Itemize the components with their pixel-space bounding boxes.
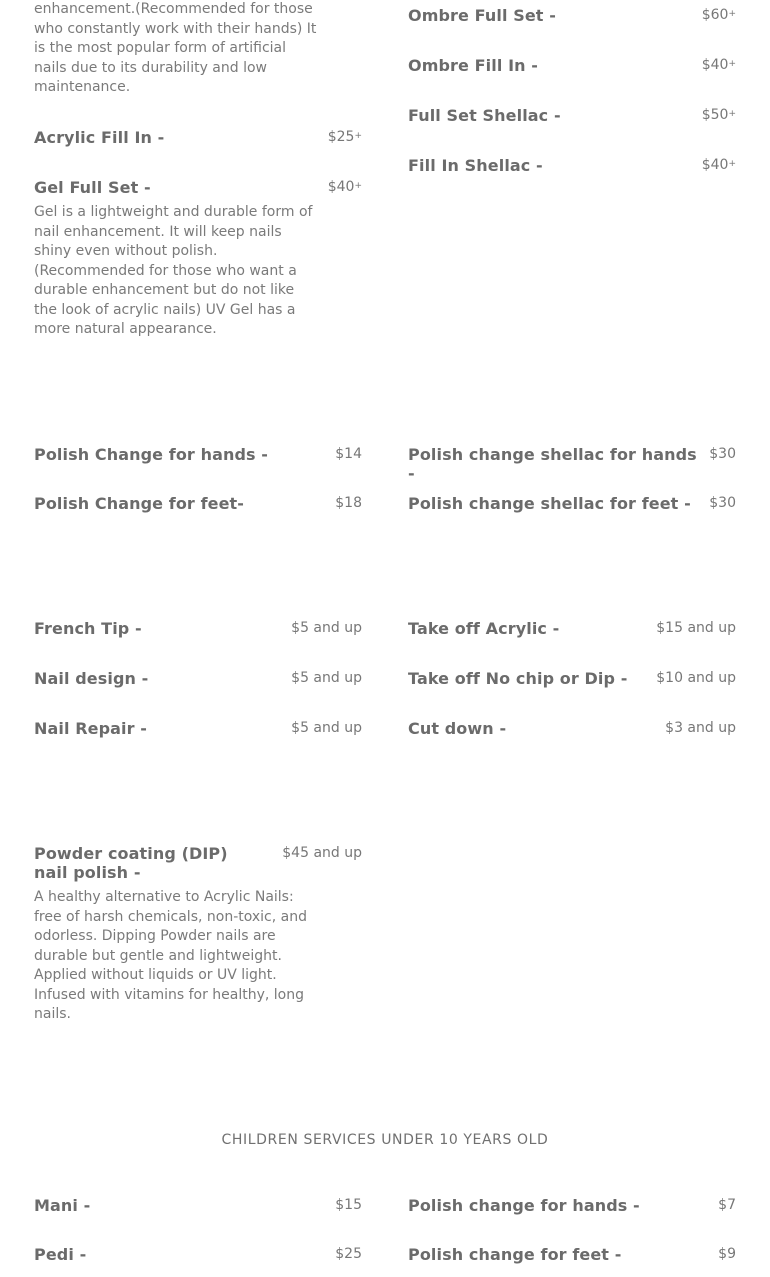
child-pedi-name: Pedi - bbox=[34, 1245, 87, 1264]
polish-change-shellac-hands-name: Polish change shellac for hands - bbox=[408, 445, 697, 483]
cut-down-price: $3 and up bbox=[665, 720, 736, 736]
polish-change-hands-price: $14 bbox=[335, 446, 362, 462]
polish-change-feet-price: $18 bbox=[335, 495, 362, 511]
powder-dip-name: Powder coating (DIP) nail polish - bbox=[34, 844, 228, 882]
children-section-title: CHILDREN SERVICES UNDER 10 YEARS OLD bbox=[221, 1132, 549, 1148]
child-polish-feet-name: Polish change for feet - bbox=[408, 1245, 622, 1264]
take-off-acrylic-price: $15 and up bbox=[656, 620, 736, 636]
powder-dip-price: $45 and up bbox=[282, 845, 362, 861]
powder-dip-item bbox=[34, 844, 362, 1025]
french-tip-item bbox=[34, 619, 362, 638]
take-off-acrylic-name: Take off Acrylic - bbox=[408, 619, 560, 638]
child-pedi-price: $25 bbox=[335, 1246, 362, 1262]
ombre-fill-in-price: $40+ bbox=[701, 57, 736, 73]
fill-in-shellac-item bbox=[408, 156, 736, 175]
polish-change-hands-item bbox=[34, 445, 362, 464]
child-polish-hands-item bbox=[408, 1196, 736, 1215]
polish-change-shellac-feet-item bbox=[408, 494, 736, 513]
ombre-full-set-price: $60+ bbox=[701, 7, 736, 23]
acrylic-fill-in-item bbox=[34, 128, 362, 147]
take-off-dip-item bbox=[408, 669, 736, 688]
child-mani-name: Mani - bbox=[34, 1196, 91, 1215]
powder-dip-description: A healthy alternative to Acrylic Nails: free of harsh chemicals, non-toxic, and odorless. Dipping Powder nails are durable but gentle and lightweight. Applied without liquids or UV light. Infused with vitamins for healthy, long nails. bbox=[34, 889, 307, 1022]
polish-change-feet-item bbox=[34, 494, 362, 513]
nail-repair-price: $5 and up bbox=[291, 720, 362, 736]
fill-in-shellac-name: Fill In Shellac - bbox=[408, 156, 543, 175]
cut-down-name: Cut down - bbox=[408, 719, 507, 738]
nail-design-item bbox=[34, 669, 362, 688]
gel-full-set-price: $40+ bbox=[327, 179, 362, 195]
child-polish-feet-item bbox=[408, 1245, 736, 1264]
full-set-shellac-price: $50+ bbox=[701, 107, 736, 123]
child-polish-hands-name: Polish change for hands - bbox=[408, 1196, 640, 1215]
polish-change-feet-name: Polish Change for feet- bbox=[34, 494, 245, 513]
polish-change-shellac-feet-price: $30 bbox=[709, 495, 736, 511]
ombre-fill-in-item bbox=[408, 56, 736, 75]
ombre-full-set-item bbox=[408, 6, 736, 25]
child-pedi-item bbox=[34, 1245, 362, 1264]
acrylic-fill-in-price: $25+ bbox=[327, 129, 362, 145]
polish-change-hands-name: Polish Change for hands - bbox=[34, 445, 269, 464]
gel-full-set-item bbox=[34, 178, 362, 340]
gel-full-set-name: Gel Full Set - bbox=[34, 178, 151, 197]
french-tip-price: $5 and up bbox=[291, 620, 362, 636]
full-set-shellac-item bbox=[408, 106, 736, 125]
french-tip-name: French Tip - bbox=[34, 619, 142, 638]
polish-change-shellac-hands-price: $30 bbox=[709, 446, 736, 462]
polish-change-shellac-feet-name: Polish change shellac for feet - bbox=[408, 494, 691, 513]
acrylic-full-set-item bbox=[34, 0, 362, 98]
full-set-shellac-name: Full Set Shellac - bbox=[408, 106, 561, 125]
cut-down-item bbox=[408, 719, 736, 738]
acrylic-full-set-description: enhancement.(Recommended for those who constantly work with their hands) It is the most popular form of artificial nails due to its durability and low maintenance. bbox=[34, 1, 317, 95]
nail-repair-item bbox=[34, 719, 362, 738]
take-off-dip-name: Take off No chip or Dip - bbox=[408, 669, 628, 688]
nail-design-price: $5 and up bbox=[291, 670, 362, 686]
gel-full-set-description: Gel is a lightweight and durable form of nail enhancement. It will keep nails shiny even without polish. (Recommended for those who want a durable enhancement but do not like the look of acrylic nails) UV Gel has a more natural appearance. bbox=[34, 204, 313, 337]
take-off-dip-price: $10 and up bbox=[656, 670, 736, 686]
nail-repair-name: Nail Repair - bbox=[34, 719, 148, 738]
child-polish-hands-price: $7 bbox=[718, 1197, 736, 1213]
nail-design-name: Nail design - bbox=[34, 669, 149, 688]
fill-in-shellac-price: $40+ bbox=[701, 157, 736, 173]
acrylic-fill-in-name: Acrylic Fill In - bbox=[34, 128, 165, 147]
polish-change-shellac-hands-item bbox=[408, 445, 736, 483]
child-mani-price: $15 bbox=[335, 1197, 362, 1213]
ombre-fill-in-name: Ombre Fill In - bbox=[408, 56, 539, 75]
child-polish-feet-price: $9 bbox=[718, 1246, 736, 1262]
ombre-full-set-name: Ombre Full Set - bbox=[408, 6, 556, 25]
take-off-acrylic-item bbox=[408, 619, 736, 638]
child-mani-item bbox=[34, 1196, 362, 1215]
